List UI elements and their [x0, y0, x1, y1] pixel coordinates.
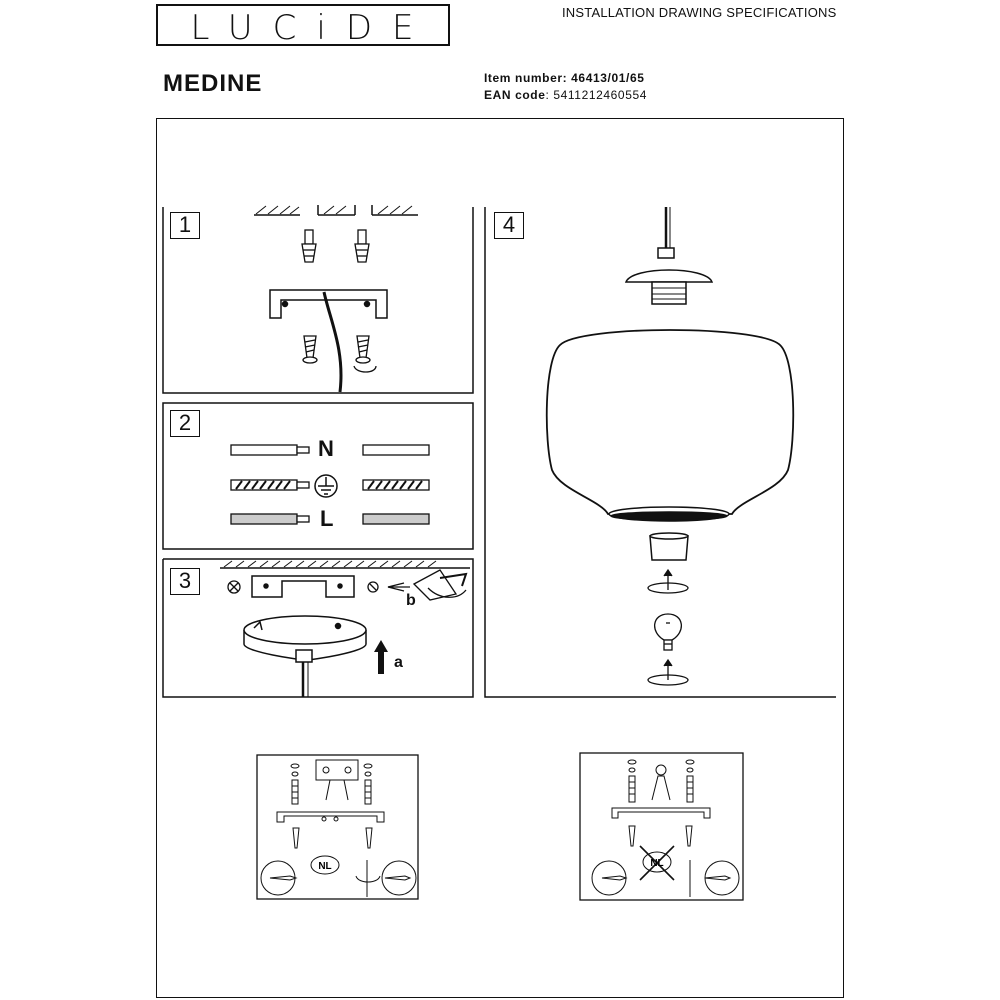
- step-1-number: 1: [170, 212, 200, 239]
- ean-code-label: EAN code: [484, 88, 546, 102]
- ean-code-row: EAN code: 5411212460554: [484, 88, 648, 102]
- item-number-value: 46413/01/65: [571, 71, 645, 85]
- step-3-number: 3: [170, 568, 200, 595]
- step-3-label-a: a: [394, 654, 403, 671]
- ean-code-value: 5411212460554: [553, 88, 648, 102]
- step-4-number: 4: [494, 212, 524, 239]
- live-label: L: [320, 506, 334, 531]
- nl-badge-crossed-text: NL: [650, 858, 664, 869]
- nl-badge-text: NL: [318, 861, 332, 872]
- step-3-label-b: b: [406, 592, 416, 609]
- item-number-label: Item number:: [484, 71, 568, 85]
- brand-logo-text: LUCiDE: [190, 8, 434, 48]
- neutral-label: N: [318, 436, 334, 461]
- document-title: INSTALLATION DRAWING SPECIFICATIONS: [562, 5, 837, 20]
- product-name: MEDINE: [163, 70, 263, 97]
- step-2-number: 2: [170, 410, 200, 437]
